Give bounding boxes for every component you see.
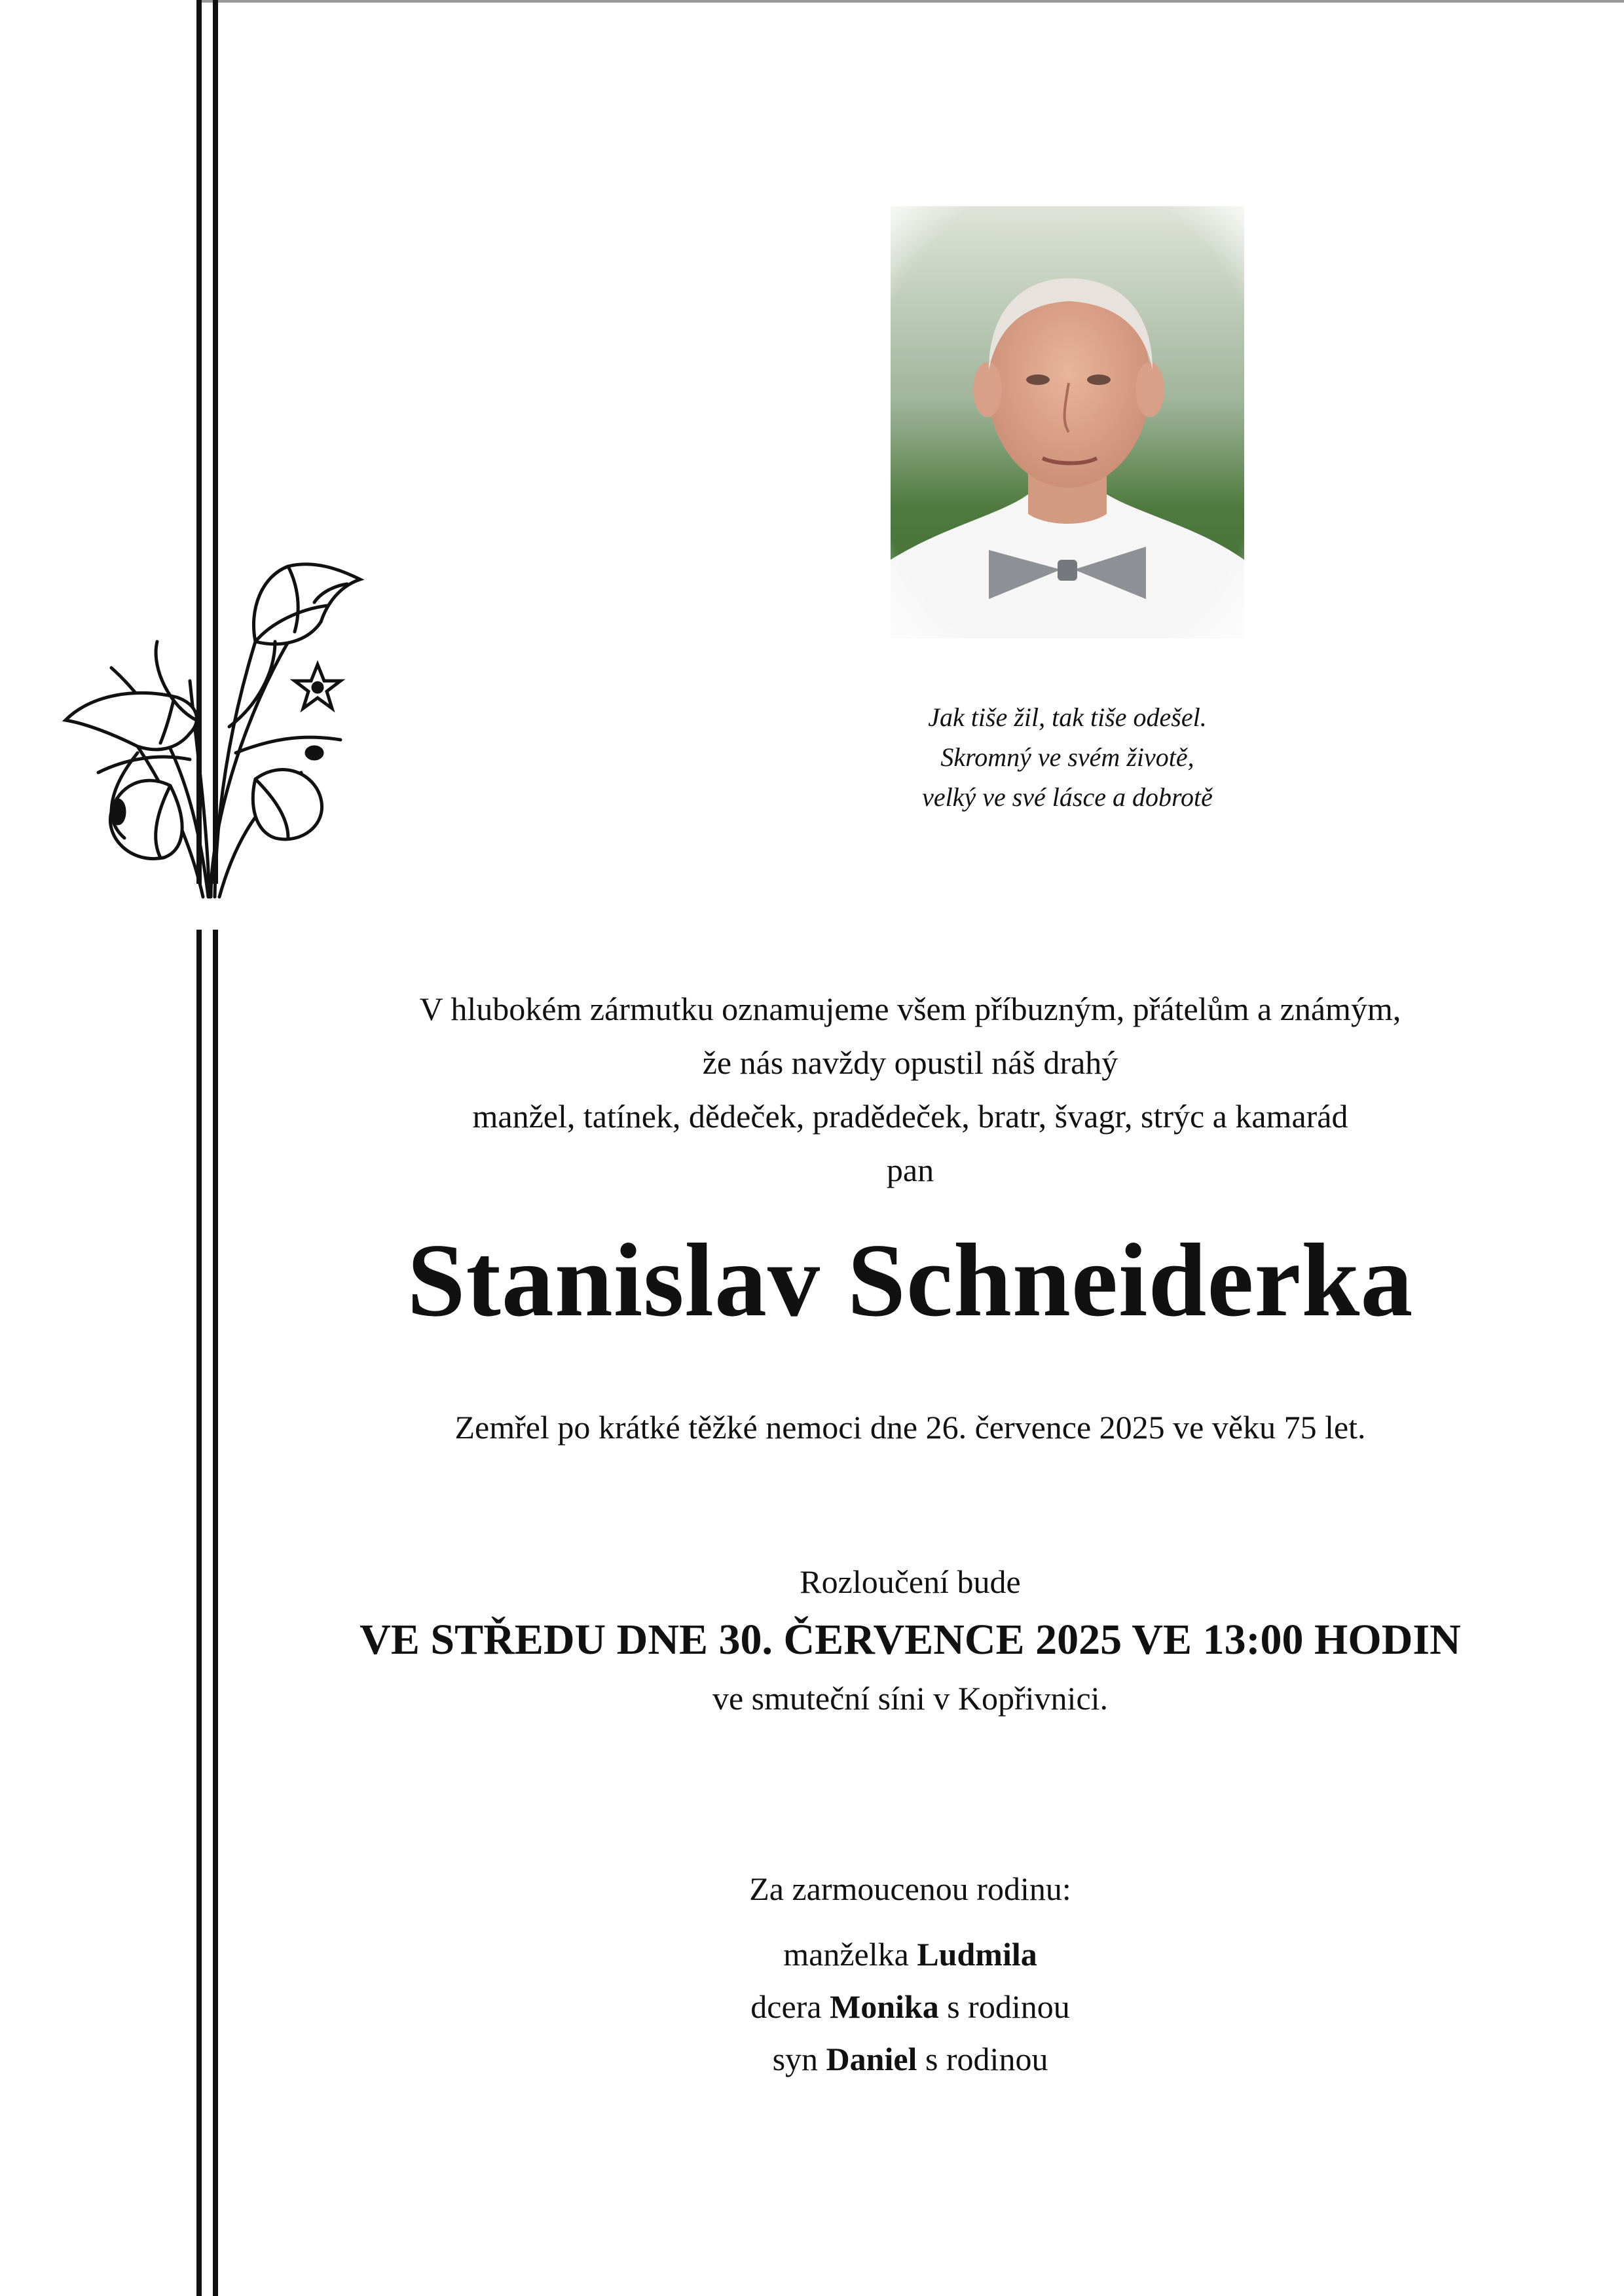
family-member — [223, 1980, 1598, 2033]
family-member — [223, 2033, 1598, 2085]
family-relation: dcera — [750, 1988, 822, 2025]
family-lead: Za zarmoucenou rodinu: — [749, 1870, 1071, 1907]
left-border-line — [196, 930, 202, 2296]
farewell-location: ve smuteční síni v Kopřivnici. — [712, 1680, 1109, 1717]
top-border-rule — [196, 0, 1624, 3]
motto-line: Jak tiše žil, tak tiše odešel. — [928, 702, 1207, 732]
intro-line: že nás navždy opustil náš drahý — [702, 1044, 1118, 1081]
farewell-datetime: VE STŘEDU DNE 30. ČERVENCE 2025 VE 13:00 HODIN — [360, 1616, 1461, 1664]
family-member — [223, 1928, 1598, 1980]
family-relation: syn — [772, 2041, 819, 2077]
motto-verse — [773, 697, 1362, 817]
motto-line: velký ve své lásce a dobrotě — [922, 782, 1213, 812]
intro-line: pan — [886, 1152, 934, 1188]
family-relation: manželka — [783, 1936, 909, 1973]
left-border-line — [213, 930, 218, 2296]
calla-lily-bouquet-icon — [39, 445, 380, 903]
portrait-photo — [891, 206, 1244, 638]
intro-line: manžel, tatínek, dědeček, pradědeček, bratr, švagr, strýc a kamarád — [472, 1098, 1348, 1135]
family-suffix: s rodinou — [925, 2041, 1048, 2077]
family-member-name: Monika — [830, 1988, 939, 2025]
family-signature — [223, 1863, 1598, 2085]
family-member-name: Daniel — [826, 2041, 917, 2077]
deceased-name: Stanislav Schneiderka — [407, 1222, 1414, 1338]
farewell-lead: Rozloučení bude — [800, 1563, 1021, 1600]
farewell-info — [223, 1555, 1598, 1725]
family-member-name: Ludmila — [917, 1936, 1037, 1973]
intro-line: V hlubokém zármutku oznamujeme všem příbuzným, přátelům a známým, — [419, 991, 1401, 1027]
family-suffix: s rodinou — [947, 1988, 1070, 2025]
announcement-intro — [223, 982, 1598, 1197]
death-notice: Zemřel po krátké těžké nemoci dne 26. července 2025 ve věku 75 let. — [454, 1409, 1366, 1446]
motto-line: Skromný ve svém životě, — [940, 742, 1194, 772]
